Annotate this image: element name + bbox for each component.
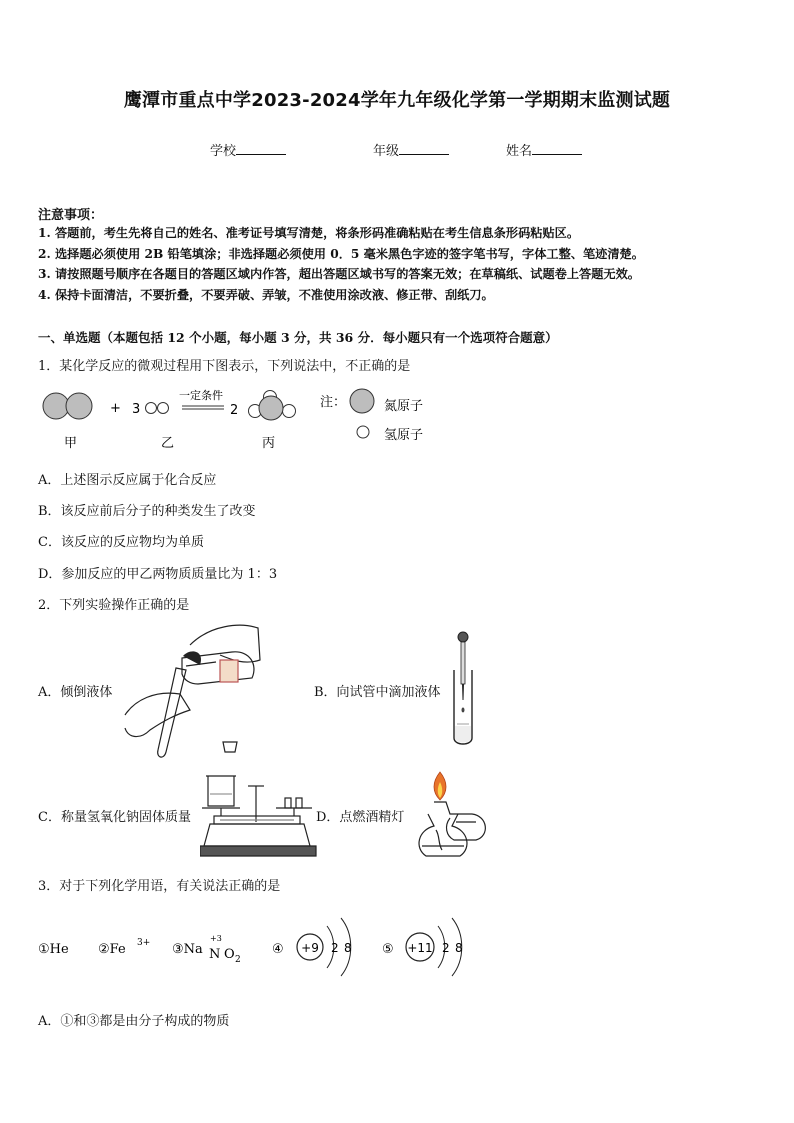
q1-option-d: D．参加反应的甲乙两物质质量比为 1：3 (38, 567, 278, 582)
name-blank (532, 142, 582, 155)
grade-field (373, 140, 449, 159)
school-field (210, 140, 286, 159)
coefficient-b: 3 (132, 402, 141, 417)
notice-item: 4. 保持卡面清洁，不要折叠，不要弄破、弄皱，不准使用涂改液、修正带、刮纸刀。 (38, 288, 494, 302)
plus-sign: + (110, 401, 121, 416)
q2-option-b: B．向试管中滴加液体 (314, 685, 441, 700)
grade-label: 年级 (373, 144, 400, 159)
pouring-liquid-illustration (120, 620, 270, 760)
page-title: 鹰潭市重点中学2023-2024学年九年级化学第一学期期末监测试题 (123, 90, 671, 111)
grade-blank (399, 142, 449, 155)
item-5-number: ⑤ (382, 942, 394, 957)
item-5-e1: 2 (442, 941, 450, 955)
q1-option-b: B．该反应前后分子的种类发生了改变 (38, 504, 256, 519)
item-2-fe: ②Fe (98, 942, 126, 957)
item-3-n: N (209, 947, 221, 962)
reaction-condition: 一定条件 (179, 389, 223, 402)
label-c: 丙 (262, 436, 276, 451)
label-b: 乙 (161, 436, 175, 451)
dropper-test-tube-illustration (448, 630, 478, 748)
name-label: 姓名 (506, 144, 533, 159)
legend-title: 注： (320, 395, 347, 410)
item-4-e1: 2 (331, 941, 339, 955)
label-a: 甲 (64, 436, 78, 451)
item-5-core: +11 (407, 941, 433, 955)
question-1-stem: 1．某化学反应的微观过程用下图表示，下列说法中，不正确的是 (38, 359, 411, 374)
q2-option-a: A．倾倒液体 (38, 685, 113, 700)
item-3-valence: +3 (210, 934, 222, 943)
notice-item: 1. 答题前，考生先将自己的姓名、准考证号填写清楚，将条形码准确粘贴在考生信息条形码粘贴区。 (38, 226, 580, 240)
reaction-diagram (36, 384, 456, 456)
balance-illustration (200, 772, 320, 864)
item-3-o: O (224, 947, 235, 962)
question-3-stem: 3．对于下列化学用语，有关说法正确的是 (38, 879, 281, 894)
item-5-e2: 8 (455, 941, 463, 955)
nitrogen-atom-icon (350, 389, 374, 413)
notice-heading: 注意事项： (38, 208, 104, 223)
chemical-symbols-row (34, 906, 474, 986)
item-3-na: ③Na (172, 942, 203, 957)
q3-option-a: A．①和③都是由分子构成的物质 (38, 1014, 230, 1029)
item-4-number: ④ (272, 942, 284, 957)
molecule-b (146, 403, 169, 414)
item-4-e2: 8 (344, 941, 352, 955)
item-1-he: ①He (38, 942, 69, 957)
legend-hydrogen: 氢原子 (384, 428, 424, 443)
notice-item: 2. 选择题必须使用 2B 铅笔填涂；非选择题必须使用 0．5 毫米黑色字迹的签字笔书写，字体工整、笔迹清楚。 (38, 247, 644, 261)
legend-nitrogen: 氮原子 (384, 399, 424, 414)
item-2-charge: 3+ (137, 938, 151, 948)
section-heading: 一、单选题（本题包括 12 个小题，每小题 3 分，共 36 分．每小题只有一个选项符合题意） (38, 330, 558, 345)
q2-option-d: D．点燃酒精灯 (316, 810, 405, 825)
alcohol-lamp-illustration (410, 770, 494, 862)
school-blank (236, 142, 286, 155)
coefficient-c: 2 (230, 403, 239, 418)
school-label: 学校 (210, 144, 237, 159)
question-2-stem: 2．下列实验操作正确的是 (38, 598, 190, 613)
molecule-c (249, 391, 296, 421)
name-field (506, 140, 582, 159)
item-4-core: +9 (301, 941, 319, 955)
molecule-a (43, 393, 92, 419)
item-3-subscript: 2 (235, 955, 241, 965)
q1-option-a: A．上述图示反应属于化合反应 (38, 473, 217, 488)
hydrogen-atom-icon (357, 426, 369, 438)
notice-item: 3. 请按照题号顺序在各题目的答题区域内作答，超出答题区域书写的答案无效；在草稿纸、试题卷上答题无效。 (38, 267, 640, 281)
q1-option-c: C．该反应的反应物均为单质 (38, 535, 204, 550)
q2-option-c: C．称量氢氧化钠固体质量 (38, 810, 191, 825)
